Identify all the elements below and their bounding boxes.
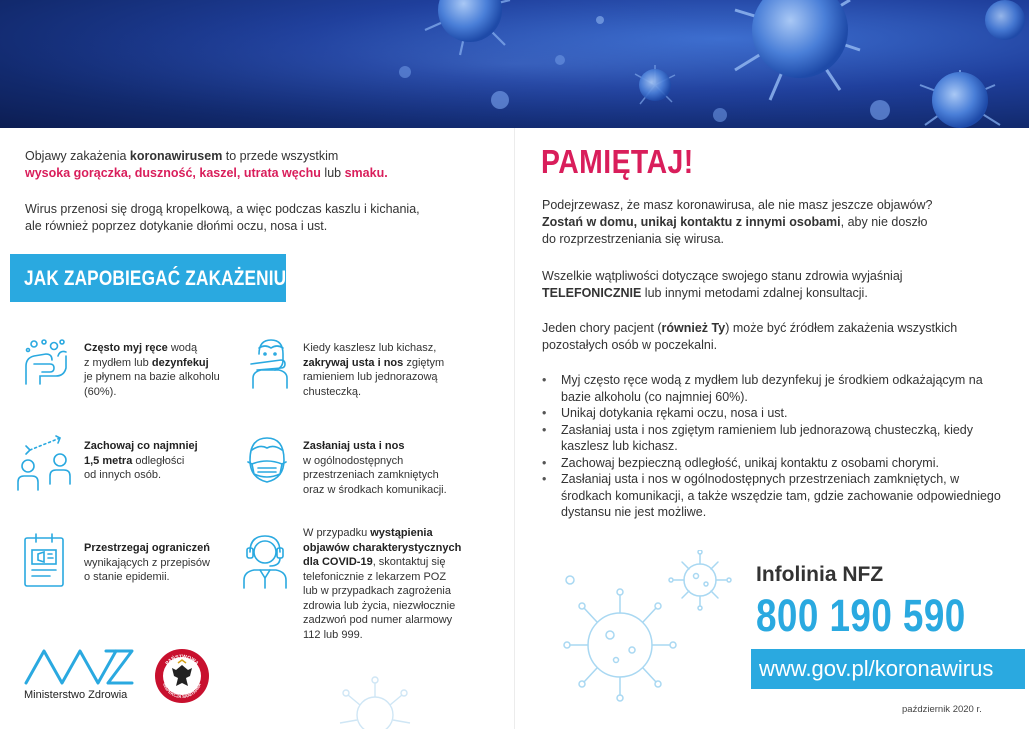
tip-call-text: telefonicznie z lekarzem POZ bbox=[303, 570, 447, 583]
remember-text: , aby nie doszło bbox=[840, 215, 928, 229]
also-you-bold: również Ty bbox=[661, 321, 726, 335]
tip-cough-text: ramieniem lub jednorazową bbox=[303, 371, 438, 383]
hotline-phone-number[interactable]: 800 190 590 bbox=[756, 590, 966, 641]
hotline-label: Infolinia NFZ bbox=[756, 563, 884, 586]
tip-cough-text: chusteczką. bbox=[303, 385, 362, 398]
tip-cough-text: zgiętym bbox=[403, 356, 445, 369]
social-distance-icon bbox=[16, 432, 74, 492]
tip-rules-bold: Przestrzegaj ograniczeń bbox=[84, 542, 210, 554]
column-divider bbox=[514, 128, 515, 729]
intro-bold: koronawirusem bbox=[129, 149, 223, 163]
sanitary-inspection-emblem bbox=[154, 648, 210, 704]
ministry-of-health-logo bbox=[24, 645, 136, 687]
tip-distance-text: od innych osób. bbox=[84, 469, 162, 481]
remember-text: lub innymi metodami zdalnej konsultacji. bbox=[641, 286, 868, 300]
remember-paragraph-2 bbox=[542, 268, 1012, 302]
hand-wash-icon bbox=[20, 336, 72, 388]
tip-mask-text: przestrzeniach zamkniętych bbox=[303, 469, 439, 481]
transmission-line-1: Wirus przenosi się drogą kropelkową, a więc podczas kaszlu i kichania, bbox=[25, 202, 420, 216]
tip-mask-text: oraz w środkach komunikacji. bbox=[303, 483, 447, 496]
list-item: • Unikaj dotykania rękami oczu, nosa i ust. bbox=[542, 405, 1012, 422]
ministry-name: Ministerstwo Zdrowia bbox=[24, 689, 128, 701]
tip-distance-text: odległości bbox=[132, 454, 185, 467]
remember-paragraph-1 bbox=[542, 197, 1012, 248]
website-link-band[interactable] bbox=[751, 649, 1025, 689]
tip-call-text: zdrowia lub życia, niezwłocznie bbox=[303, 599, 456, 612]
tip-mask-text: w ogólnodostępnych bbox=[303, 454, 404, 467]
telephone-bold: TELEFONICZNIE bbox=[542, 286, 642, 300]
list-item: • Myj często ręce wodą z mydłem lub dezynfekuj je środkiem odkażającym na bazie alkoholu (co najmniej 60%). bbox=[542, 372, 1012, 405]
tip-call-bold: wystąpienia bbox=[370, 527, 433, 539]
tip-distance bbox=[84, 439, 198, 483]
tip-call-doctor bbox=[303, 526, 461, 642]
tip-rules bbox=[84, 541, 210, 585]
tip-wash-text: wodą bbox=[167, 342, 198, 354]
tip-distance-bold: 1,5 metra bbox=[84, 454, 133, 467]
decorative-virus-icon bbox=[320, 665, 430, 729]
call-center-headset-icon bbox=[238, 530, 292, 590]
tip-wash-hands bbox=[84, 341, 220, 399]
remember-title: PAMIĘTAJ! bbox=[541, 143, 694, 180]
decorative-virus-cluster-icon bbox=[540, 550, 750, 710]
tip-call-text: , skontaktuj się bbox=[372, 556, 446, 568]
tip-rules-text: o stanie epidemii. bbox=[84, 571, 170, 583]
cough-into-elbow-icon bbox=[245, 334, 295, 390]
prevent-heading: JAK ZAPOBIEGAĆ ZAKAŻENIU? bbox=[24, 267, 297, 290]
transmission-line-2: ale również poprzez dotykanie dłońmi oczu, nosa i ust. bbox=[25, 219, 328, 233]
tip-wash-bold: Często myj ręce bbox=[84, 342, 168, 354]
emblem-text-bottom: INSPEKCJA SANITARNA bbox=[161, 682, 203, 700]
prevent-heading-band bbox=[10, 254, 297, 302]
tip-wash-bold: dezynfekuj bbox=[151, 356, 209, 369]
website-link[interactable]: www.gov.pl/koronawirus bbox=[759, 656, 994, 681]
tip-call-bold: dla COVID-19 bbox=[303, 556, 373, 568]
intro-paragraph bbox=[25, 148, 388, 182]
list-item: • Zachowaj bezpieczną odległość, unikaj kontaktu z osobami chorymi. bbox=[542, 455, 1012, 472]
remember-text: Jeden chory pacjent ( bbox=[542, 321, 662, 335]
header-banner-image bbox=[0, 0, 1029, 128]
recommendations-list bbox=[542, 372, 1012, 521]
remember-text: ) może być źródłem zakażenia wszystkich bbox=[725, 321, 958, 335]
tip-wash-text: je płynem na bazie alkoholu bbox=[84, 371, 220, 383]
tip-rules-text: wynikających z przepisów bbox=[84, 556, 210, 569]
tip-mask bbox=[303, 439, 447, 497]
symptom-smell: smaku. bbox=[344, 166, 388, 180]
remember-paragraph-3 bbox=[542, 320, 1012, 354]
remember-text: do rozprzestrzeniania się wirusa. bbox=[542, 232, 725, 246]
emblem-text-top: PAŃSTWOWA bbox=[164, 653, 200, 667]
stay-home-bold: Zostań w domu, unikaj kontaktu z innymi osobami bbox=[542, 215, 841, 229]
tip-call-text: W przypadku bbox=[303, 527, 371, 539]
intro-text: Objawy zakażenia bbox=[25, 149, 130, 163]
remember-text: Podejrzewasz, że masz koronawirusa, ale nie masz jeszcze objawów? bbox=[542, 198, 933, 212]
tip-call-text: lub w przypadkach zagrożenia bbox=[303, 585, 451, 597]
tip-call-bold: objawów charakterystycznych bbox=[303, 541, 462, 554]
publication-date: październik 2020 r. bbox=[902, 704, 982, 715]
tip-cough-text: Kiedy kaszlesz lub kichasz, bbox=[303, 342, 437, 354]
intro-text-end: to przede wszystkim bbox=[222, 149, 339, 163]
virus-illustration bbox=[0, 0, 1029, 128]
face-mask-icon bbox=[244, 434, 290, 488]
tip-mask-bold: Zasłaniaj usta i nos bbox=[303, 440, 405, 452]
transmission-paragraph bbox=[25, 201, 420, 235]
tip-call-text: 112 lub 999. bbox=[303, 628, 363, 641]
tip-cough-bold: zakrywaj usta i nos bbox=[303, 356, 404, 369]
symptoms-connector: lub bbox=[320, 166, 345, 180]
list-item: • Zasłaniaj usta i nos w ogólnodostępnych przestrzeniach zamkniętych, w środkach komunikacji, a także wszędzie tam, gdzie zachowanie odpowiedniego dystansu nie jest możliwe. bbox=[542, 471, 1012, 521]
list-item: • Zasłaniaj usta i nos zgiętym ramieniem lub jednorazową chusteczką, kiedy kaszlesz lub kichasz. bbox=[542, 422, 1012, 455]
remember-text: Wszelkie wątpliwości dotyczące swojego stanu zdrowia wyjaśniaj bbox=[542, 269, 903, 283]
tip-wash-text: z mydłem lub bbox=[84, 356, 152, 369]
remember-text: pozostałych osób w poczekalni. bbox=[542, 338, 718, 352]
tip-call-text: zadzwoń pod numer alarmowy bbox=[303, 614, 453, 626]
tip-distance-bold: Zachowaj co najmniej bbox=[84, 440, 198, 452]
tip-wash-text: (60%). bbox=[84, 385, 117, 398]
regulations-notice-icon bbox=[22, 532, 66, 588]
symptoms-list: wysoka gorączka, duszność, kaszel, utrata węchu bbox=[25, 166, 321, 180]
tip-cough bbox=[303, 341, 444, 399]
